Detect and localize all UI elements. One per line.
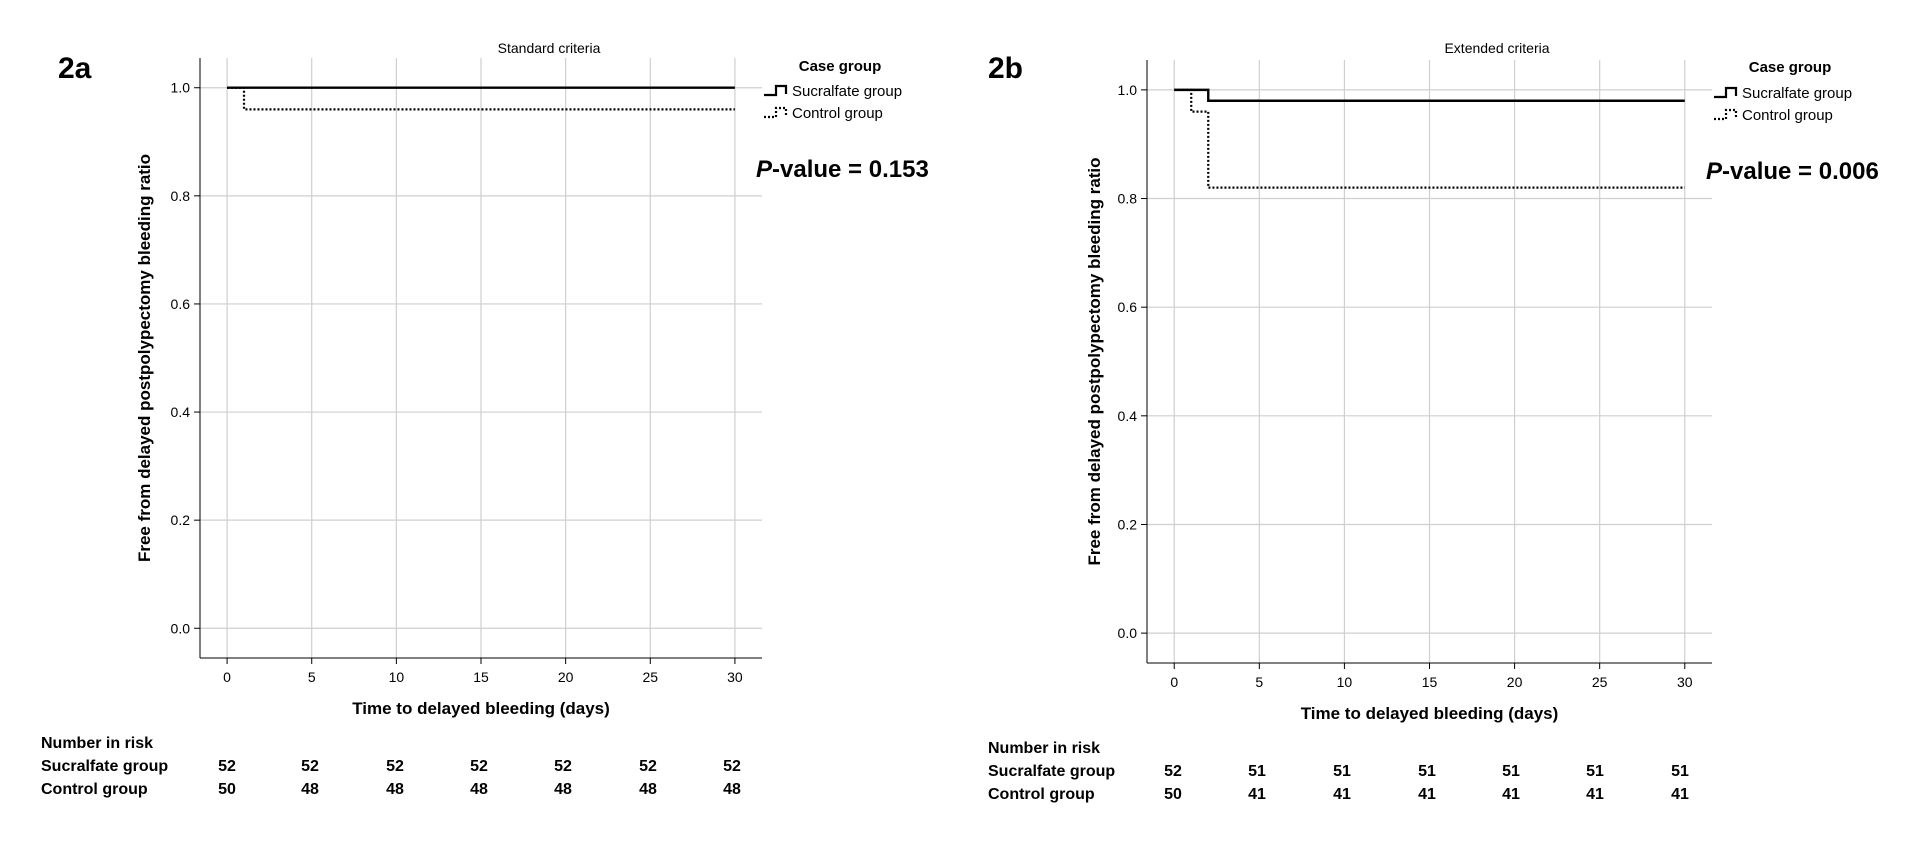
risk-value: 52 [723, 758, 741, 775]
x-tick-label: 20 [1506, 674, 1523, 690]
risk-row-label: Sucralfate group [988, 763, 1116, 780]
risk-table [41, 735, 741, 798]
risk-value: 52 [218, 758, 236, 775]
risk-value: 48 [301, 781, 319, 798]
risk-value: 52 [470, 758, 488, 775]
y-tick-label: 0.2 [170, 512, 190, 529]
risk-value: 51 [1248, 763, 1266, 780]
risk-value: 52 [301, 758, 319, 775]
legend-symbol-sucralfate [1714, 88, 1736, 97]
legend-label: Control group [792, 105, 883, 122]
risk-value: 41 [1333, 786, 1351, 803]
x-tick-label: 30 [1676, 674, 1693, 690]
risk-row-label: Sucralfate group [41, 758, 169, 775]
grid [1147, 60, 1712, 663]
risk-table-header: Number in risk [988, 740, 1101, 757]
y-tick-label: 0.8 [170, 187, 190, 204]
risk-value: 48 [554, 781, 572, 798]
y-tick-label: 0.0 [170, 620, 190, 637]
x-axis-label: Time to delayed bleeding (days) [352, 699, 610, 718]
risk-value: 52 [554, 758, 572, 775]
x-tick-label: 5 [1255, 674, 1264, 690]
risk-value: 52 [639, 758, 657, 775]
p-value-symbol: P [1706, 158, 1723, 185]
legend [1714, 59, 1852, 124]
panel-label: 2b [988, 52, 1024, 85]
y-tick-label: 1.0 [170, 79, 190, 96]
y-axis-label: Free from delayed postpolypectomy bleeding ratio [135, 153, 154, 563]
risk-row-label: Control group [988, 786, 1095, 803]
legend-label: Sucralfate group [1742, 85, 1853, 102]
p-value [1706, 158, 1879, 185]
x-tick-label: 30 [727, 669, 743, 685]
y-tick-label: 0.4 [170, 404, 190, 421]
x-tick-label: 25 [642, 669, 659, 685]
p-value-symbol: P [756, 156, 773, 183]
risk-value: 51 [1418, 763, 1436, 780]
risk-value: 51 [1586, 763, 1604, 780]
risk-value: 41 [1248, 786, 1266, 803]
panel-label: 2a [58, 52, 92, 85]
risk-value: 50 [1164, 786, 1182, 803]
km-plot-svg [950, 0, 1919, 842]
y-tick-label: 0.0 [1117, 625, 1137, 642]
km-chart-extended-criteria [950, 0, 1919, 842]
x-tick-label: 5 [307, 669, 316, 685]
legend-label: Control group [1742, 107, 1833, 124]
risk-table [988, 740, 1689, 803]
x-tick-label: 15 [1421, 674, 1438, 690]
x-tick-label: 10 [1336, 674, 1353, 690]
risk-value: 52 [1164, 763, 1182, 780]
x-axis-label: Time to delayed bleeding (days) [1300, 704, 1559, 723]
risk-value: 48 [386, 781, 404, 798]
y-tick-label: 1.0 [1117, 81, 1137, 98]
risk-value: 48 [470, 781, 488, 798]
legend-title: Case group [1748, 59, 1832, 76]
risk-value: 50 [218, 781, 236, 798]
risk-row-label: Control group [41, 781, 148, 798]
legend-symbol-control [1714, 110, 1736, 119]
risk-value: 51 [1671, 763, 1689, 780]
risk-value: 48 [723, 781, 741, 798]
grid [200, 58, 762, 658]
p-value [756, 156, 929, 183]
chart-title: Extended criteria [1444, 40, 1550, 56]
legend-label: Sucralfate group [792, 83, 903, 100]
legend-symbol-sucralfate [764, 86, 786, 95]
chart-title: Standard criteria [497, 40, 601, 56]
x-tick-label: 15 [473, 669, 489, 685]
legend-symbol-control [764, 108, 786, 117]
p-value-text: -value = 0.006 [1722, 158, 1879, 185]
y-axis-label: Free from delayed postpolypectomy bleeding ratio [1085, 157, 1104, 566]
y-tick-label: 0.8 [1117, 190, 1137, 207]
x-tick-label: 10 [388, 669, 405, 685]
y-tick-label: 0.4 [1117, 407, 1137, 424]
risk-value: 41 [1502, 786, 1520, 803]
x-tick-label: 20 [557, 669, 574, 685]
legend-title: Case group [798, 58, 882, 75]
x-tick-label: 0 [223, 669, 231, 685]
risk-value: 51 [1333, 763, 1351, 780]
y-tick-label: 0.2 [1117, 516, 1137, 533]
x-tick-label: 25 [1591, 674, 1608, 690]
risk-value: 48 [639, 781, 657, 798]
risk-table-header: Number in risk [41, 735, 154, 752]
risk-value: 52 [386, 758, 404, 775]
risk-value: 41 [1586, 786, 1604, 803]
y-tick-label: 0.6 [170, 295, 190, 312]
x-tick-label: 0 [1170, 674, 1179, 690]
risk-value: 41 [1418, 786, 1436, 803]
y-tick-label: 0.6 [1117, 299, 1137, 316]
risk-value: 41 [1671, 786, 1689, 803]
legend [764, 58, 902, 122]
p-value-text: -value = 0.153 [772, 156, 929, 183]
risk-value: 51 [1502, 763, 1520, 780]
